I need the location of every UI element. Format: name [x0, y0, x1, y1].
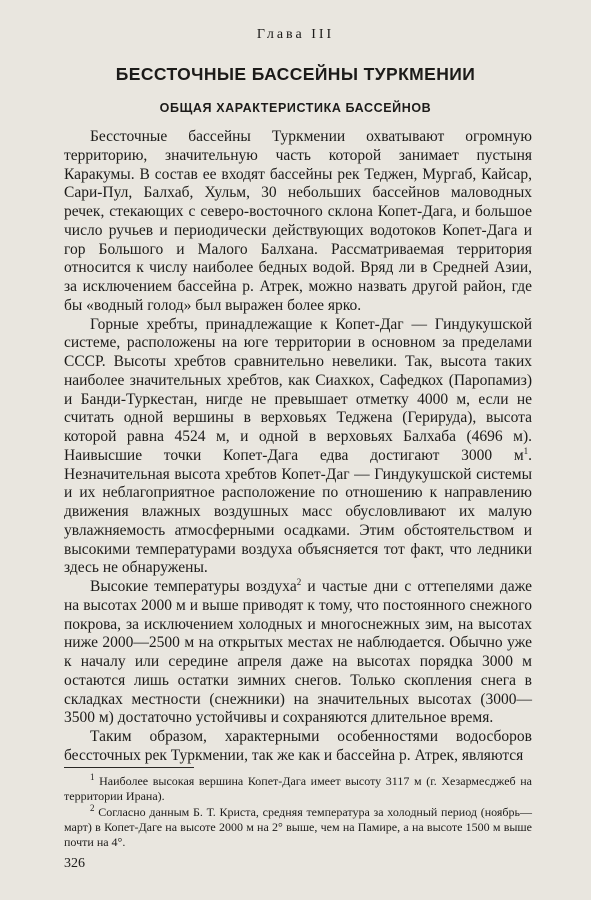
footnote-1: $^1$ Наиболее высокая вершина Копет-Дага имеет высоту 3117 м (г. Хезармесджеб на территории Ирана). — [64, 772, 532, 804]
page-number: 326 — [64, 856, 85, 871]
paragraph-1: Бессточные бассейны Туркмении охватывают огромную территорию, значительную часть которой занимает пустыня Каракумы. В состав ее входят бассейны рек Теджен, Мургаб, Кайсар, Сари-Пул, Балхаб, Хульм, 30 небольших бассейнов маловодных речек, стекающих с северо-восточного склона Копет-Дага, и большое число ручьев и периодически действующих водотоков Копет-Дага и гор Большого и Малого Балхана. Рассматриваемая территория относится к числу наиболее бедных водой. Вряд ли в Средней Азии, за исключением бассейна р. Атрек, можно назвать другой район, где бы «водный голод» был выражен более ярко. — [64, 128, 532, 314]
footnote-ref-1: 1 — [523, 445, 529, 456]
footnote-2: $^2$ Согласно данным Б. Т. Криста, средняя температура за холодный период (ноябрь—март) в Копет-Даге на высоте 2000 м на 2° выше, чем на Памире, а на высоте 1500 м выше почти на 4°. — [64, 802, 533, 849]
footnotes — [64, 774, 532, 850]
chapter-title: БЕССТОЧНЫЕ БАССЕЙНЫ ТУРКМЕНИИ — [115, 64, 476, 84]
body-text — [64, 128, 532, 766]
footnote-divider — [64, 767, 194, 768]
section-title: ОБЩАЯ ХАРАКТЕРИСТИКА БАССЕЙНОВ — [159, 101, 432, 115]
paragraph-4: Таким образом, характерными особенностями водосборов бессточных рек Туркмении, так же как и бассейна р. Атрек, являются — [64, 728, 532, 764]
chapter-header: Глава III — [256, 27, 335, 42]
paragraph-2: Горные хребты, принадлежащие к Копет-Даг — Гиндукушской системе, расположены на юге территории в основном за пределами СССР. Высоты хребтов сравнительно невелики. Так, высота таких наиболее значительных хребтов, как Сиахкох, Сафедкох (Паропамиз) и Банди-Туркестан, нигде не превышает отметку 4000 м, если не считать одной вершины в верховьях Теджена (Герируда), высота которой равна 4524 м, и одной в верховьях Балхаба (4696 м). Наивысшие точки Копет-Дага едва достигают 3000 $м^1$. Незначительная высота хребтов Копет-Даг — Гиндукушской системы и их неблагоприятное расположение по отношению к направлению движения влажных воздушных масс обусловливают их малую увлажняемость атмосферными осадками. Этим обстоятельством и высокими температурами воздуха объясняется тот факт, что ледники здесь не обнаружены. — [64, 315, 532, 577]
paragraph-3: Высокие температуры воздуха$^2$ и частые дни с оттепелями даже на высотах 2000 м и выше приводят к тому, что постоянного снежного покрова, за исключением холодных и многоснежных зим, на высотах ниже 2000—2500 м на открытых местах не наблюдается. Обычно уже к началу или середине апреля даже на высотах порядка 3000 м остаются лишь остатки зимних снегов. Только скопления снега в складках местности (снежники) на значительных высотах (3000—3500 м) достаточно устойчивы и сохраняются длительное время. — [64, 576, 532, 727]
footnote-ref-2: 2 — [296, 576, 302, 587]
